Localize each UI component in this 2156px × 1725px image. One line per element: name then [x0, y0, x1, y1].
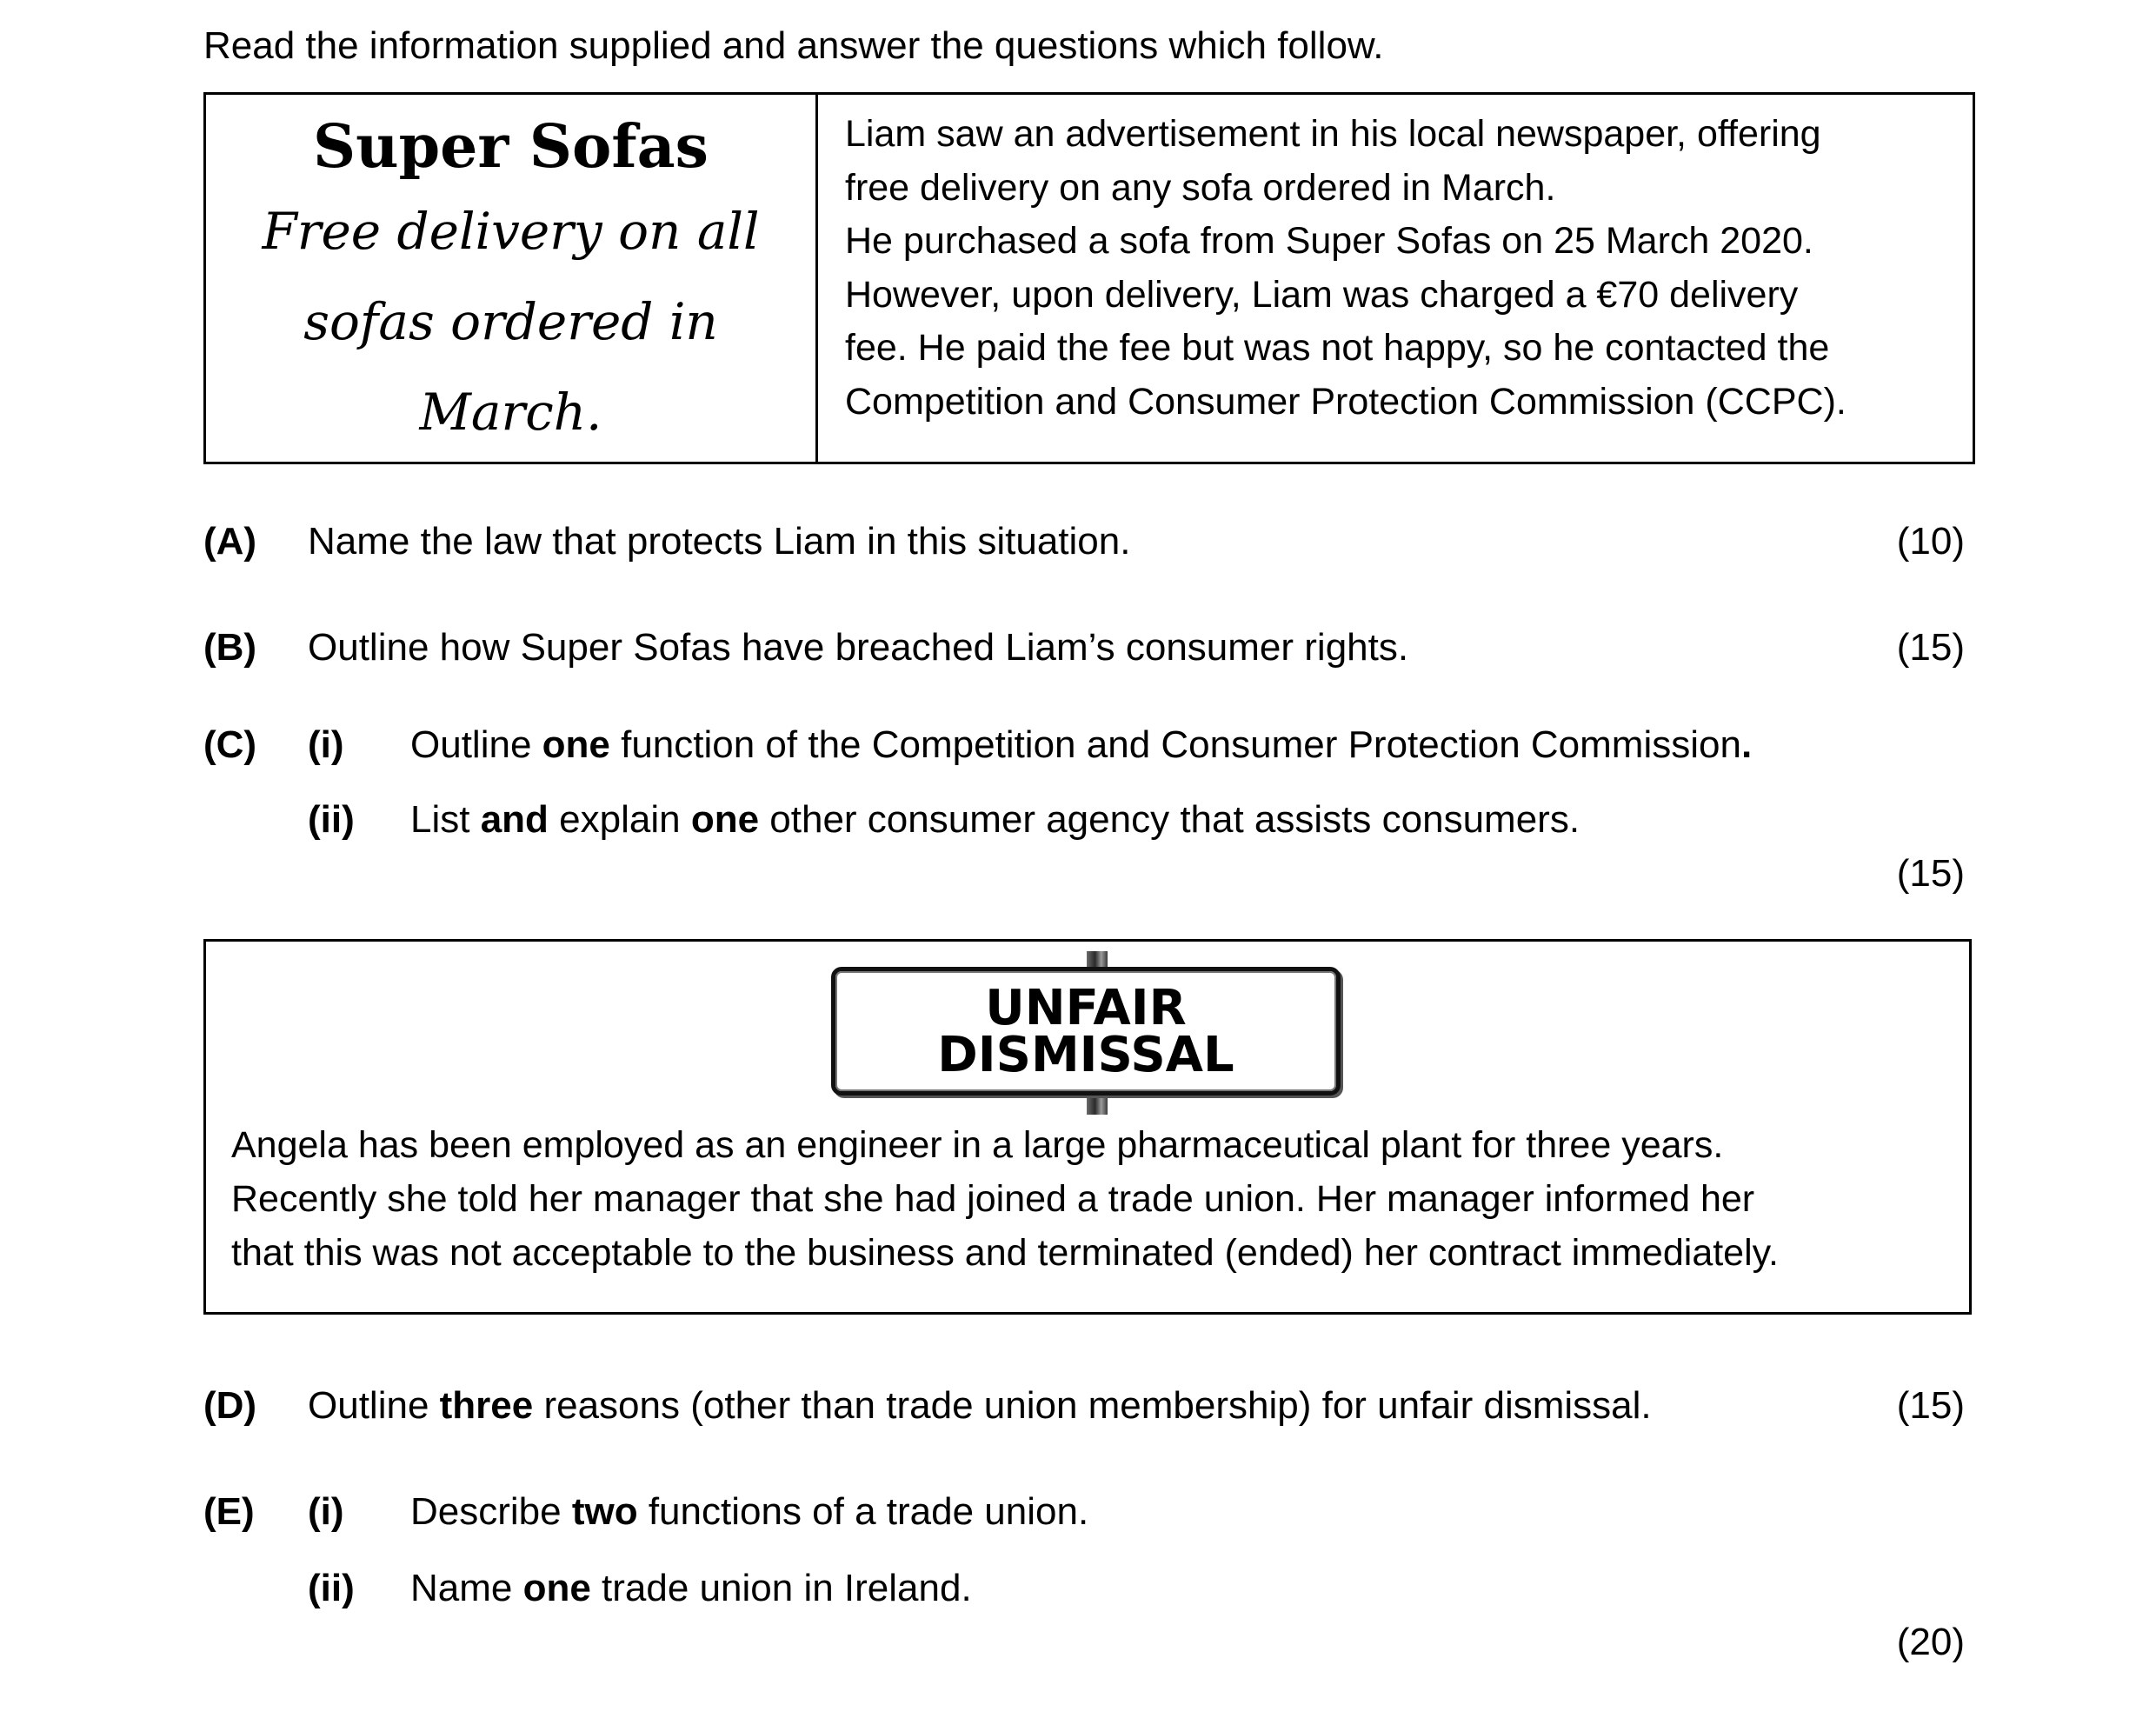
info-box-divider [815, 92, 818, 464]
question-c-ii-text: List and explain one other consumer agency that assists consumers. [410, 798, 1580, 841]
question-e-ii-number: (ii) [308, 1567, 355, 1609]
question-c-letter: (C) [203, 723, 257, 766]
scenario-line: that this was not acceptable to the business and terminated (ended) her contract immediately. [231, 1232, 1779, 1274]
question-c-i-number: (i) [308, 723, 344, 766]
instructions: Read the information supplied and answer the questions which follow. [203, 24, 1384, 67]
question-e-marks: (20) [1896, 1621, 1965, 1663]
question-c-i-text: Outline one function of the Competition and Consumer Protection Commission. [410, 723, 1753, 766]
question-e-i-text: Describe two functions of a trade union. [410, 1490, 1089, 1533]
advert-line: sofas ordered in [303, 292, 718, 351]
question-c-ii-number: (ii) [308, 798, 355, 841]
scenario-line: However, upon delivery, Liam was charged a €70 delivery [845, 273, 1799, 316]
question-b-marks: (15) [1896, 626, 1965, 669]
scenario-line: free delivery on any sofa ordered in March. [845, 166, 1556, 209]
question-e-i-number: (i) [308, 1490, 344, 1533]
scenario-line: Competition and Consumer Protection Commission (CCPC). [845, 380, 1847, 423]
advert-title: Super Sofas [313, 112, 709, 182]
question-e-letter: (E) [203, 1490, 255, 1533]
question-b-text: Outline how Super Sofas have breached Liam’s consumer rights. [308, 626, 1409, 669]
liam-scenario [845, 108, 1847, 430]
question-d-marks: (15) [1896, 1384, 1965, 1427]
question-a-letter: (A) [203, 520, 257, 563]
scenario-line: Liam saw an advertisement in his local newspaper, offering [845, 113, 1821, 155]
question-d-letter: (D) [203, 1384, 257, 1427]
question-d-text: Outline three reasons (other than trade union membership) for unfair dismissal. [308, 1384, 1652, 1427]
advert-line: Free delivery on all [262, 202, 760, 261]
sign-line-2: DISMISSAL [937, 1027, 1234, 1083]
advert-line: March. [419, 383, 602, 442]
scenario-line: He purchased a sofa from Super Sofas on 25 March 2020. [845, 220, 1813, 263]
question-a-marks: (10) [1896, 520, 1965, 563]
sign-line-1: UNFAIR [985, 980, 1187, 1036]
scenario-line: Angela has been employed as an engineer in a large pharmaceutical plant for three years. [231, 1124, 1724, 1166]
angela-scenario [231, 1118, 1779, 1280]
question-a-text: Name the law that protects Liam in this situation. [308, 520, 1131, 563]
scenario-line: fee. He paid the fee but was not happy, so he contacted the [845, 327, 1830, 370]
scenario-line: Recently she told her manager that she had joined a trade union. Her manager informed her [231, 1178, 1755, 1220]
question-c-marks: (15) [1896, 852, 1965, 895]
question-e-ii-text: Name one trade union in Ireland. [410, 1567, 972, 1609]
question-b-letter: (B) [203, 626, 257, 669]
